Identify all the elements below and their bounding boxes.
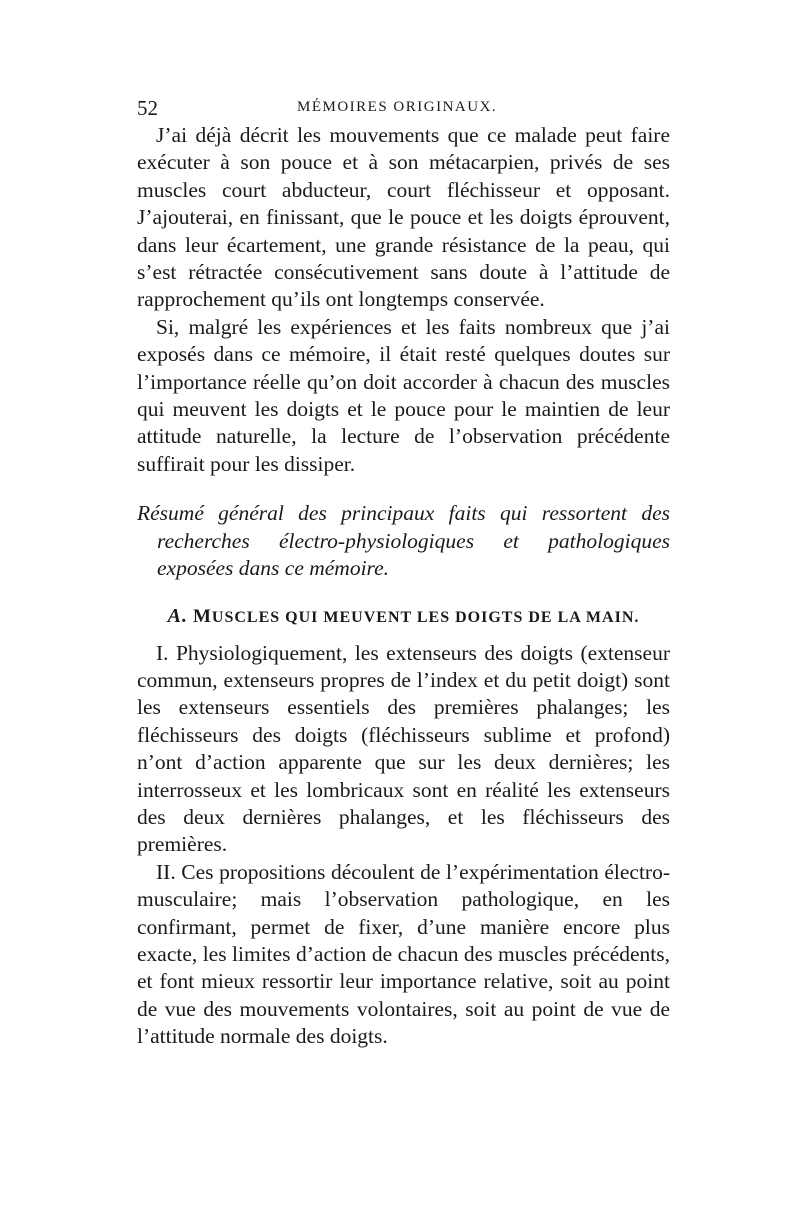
section-heading: [137, 605, 670, 628]
page-number: 52: [137, 96, 158, 120]
paragraph-observation-end: J’ai déjà décrit les mouvements que ce malade peut faire exécuter à son pouce et à son métacarpien, privés de ses muscles court abducteur, court fléchisseur et opposant. J’ajouterai, en finissant, que le pouce et les doigts éprouvent, dans leur écartement, une grande résistance de la peau, qui s’est rétractée consécutivement sans doute à l’attitude de rapprochement qu’ils ont longtemps conservée.: [137, 123, 670, 312]
summary-heading: Résumé général des principaux faits qui ressortent des recherches électro-physiologiques et pathologiques exposées dans ce mémoire.: [137, 501, 670, 581]
paragraph-conclusion: Si, malgré les expériences et les faits nombreux que j’ai exposés dans ce mémoire, il était resté quelques doutes sur l’importance réelle qu’on doit accorder à chacun des muscles qui meuvent les doigts et le pouce pour le maintien de leur attitude naturelle, la lecture de l’observation précédente suffirait pour les dissiper.: [137, 314, 670, 476]
running-title: MÉMOIRES ORIGINAUX.: [297, 99, 498, 115]
section-title-rest: USCLES QUI MEUVENT LES DOIGTS DE LA MAIN.: [211, 608, 640, 626]
section-letter: A.: [167, 604, 188, 627]
running-head: [137, 96, 670, 122]
section-title-initial: M: [192, 605, 212, 627]
book-page: [137, 96, 670, 1051]
point-one: I. Physiologiquement, les extenseurs des doigts (extenseur commun, extenseurs propres de l’index et du petit doigt) sont les extenseurs essentiels des premières phalanges; les fléchisseurs des doigts (fléchisseurs sublime et profond) n’ont d’action apparente que sur les deux dernières; les interrosseux et les lombricaux sont en réalité les extenseurs des deux dernières phalanges, et les fléchisseurs des premières.: [137, 640, 670, 857]
point-two: II. Ces propositions découlent de l’expérimentation électro-musculaire; mais l’observation pathologique, en les confirmant, permet de fixer, d’une manière encore plus exacte, les limites d’action de chacun des muscles précédents, et font mieux ressortir leur importance relative, soit au point de vue des mouvements volontaires, soit au point de vue de l’attitude normale des doigts.: [137, 859, 670, 1049]
